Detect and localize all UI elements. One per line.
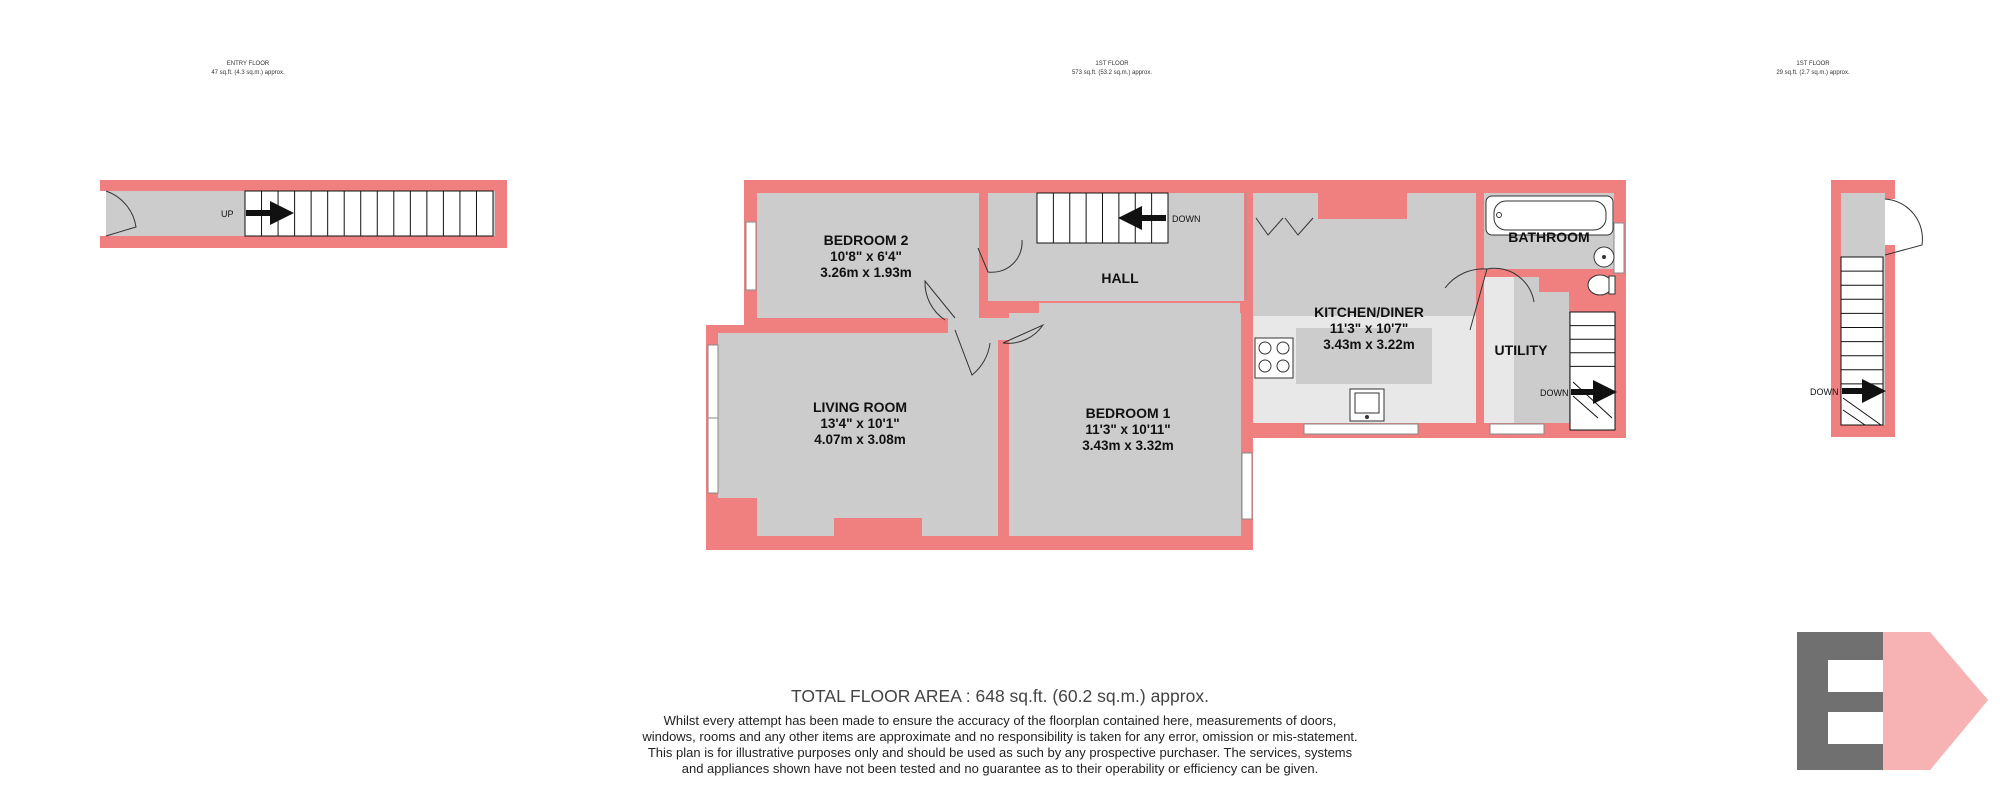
- kitchen-name: KITCHEN/DINER: [1314, 304, 1424, 320]
- living-chimney: [834, 518, 922, 536]
- first-floor-small-plan: [1810, 180, 1922, 437]
- living-bay-window: [708, 345, 718, 493]
- kitchen-imperial: 11'3" x 10'7": [1329, 321, 1409, 336]
- entry-stair-label: UP: [221, 209, 234, 219]
- living-room-name: LIVING ROOM: [812, 399, 908, 415]
- hall-stair-label: DOWN: [1172, 214, 1201, 224]
- small-stairs: [1841, 257, 1883, 425]
- hob-icon: [1255, 338, 1293, 378]
- first-floor-small-area: 29 sq.ft. (2.7 sq.m.) approx.: [1776, 70, 1850, 76]
- living-room-imperial: 13'4" x 10'1": [820, 416, 900, 431]
- bedroom1-window: [1242, 453, 1252, 519]
- kitchen-metric: 3.43m x 3.22m: [1323, 337, 1415, 352]
- disclaimer-text: Whilst every attempt has been made to ensure the accuracy of the floorplan contained here, measurements of doors, windows, rooms and any other items are approximate and no responsibility is taken for any error, omission or mis-statement. This plan is for illustrative purposes only and should be used as such by any prospective purchaser. The services, systems and appliances shown have not been tested and no guarantee as to their operability or efficiency can be given.: [642, 713, 1358, 776]
- utility-window: [1490, 424, 1544, 434]
- total-floor-area: TOTAL FLOOR AREA : 648 sq.ft. (60.2 sq.m.) approx.: [791, 686, 1209, 706]
- room-label-living: [813, 399, 907, 447]
- first-floor-name: 1ST FLOOR: [1095, 61, 1129, 67]
- agent-logo-icon: [1797, 632, 1988, 770]
- entry-floor-plan: [100, 180, 507, 248]
- entry-door-gap: [100, 191, 106, 236]
- bedroom2-name: BEDROOM 2: [823, 232, 909, 248]
- hall-name: HALL: [1101, 270, 1139, 286]
- entry-floor-caption: [211, 61, 285, 76]
- kitchen-sink-icon: [1350, 389, 1384, 421]
- footer: [640, 686, 1360, 777]
- entry-floor-name: ENTRY FLOOR: [226, 61, 270, 67]
- utility-name: UTILITY: [1494, 342, 1548, 358]
- entry-floor-area: 47 sq.ft. (4.3 sq.m.) approx.: [211, 70, 285, 76]
- bathroom-window: [1614, 223, 1624, 273]
- room-label-bedroom2: [820, 232, 912, 280]
- living-room-metric: 4.07m x 3.08m: [814, 432, 906, 447]
- bedroom2-metric: 3.26m x 1.93m: [820, 265, 912, 280]
- bedroom2-window: [746, 222, 756, 290]
- kitchen-window: [1304, 424, 1418, 434]
- small-stair-label: DOWN: [1810, 387, 1839, 397]
- first-floor-area: 573 sq.ft. (53.2 sq.m.) approx.: [1071, 70, 1153, 76]
- utility-stair-label: DOWN: [1540, 388, 1569, 398]
- bedroom1-metric: 3.43m x 3.32m: [1082, 438, 1174, 453]
- bathroom-name: BATHROOM: [1508, 229, 1590, 245]
- first-floor-small-name: 1ST FLOOR: [1796, 61, 1830, 67]
- toilet-icon: [1588, 275, 1615, 295]
- kitchen-chimney: [1318, 193, 1407, 219]
- room-label-kitchen: [1314, 304, 1424, 352]
- entry-stairs: [245, 191, 493, 236]
- sink-icon: [1594, 247, 1614, 267]
- room-label-bedroom1: [1082, 405, 1174, 453]
- first-floor-small-caption: [1776, 61, 1850, 76]
- bedroom1-name: BEDROOM 1: [1085, 405, 1171, 421]
- bedroom2-imperial: 10'8" x 6'4": [830, 249, 902, 264]
- bedroom1-imperial: 11'3" x 10'11": [1085, 422, 1171, 437]
- first-floor-caption: [1072, 61, 1152, 76]
- utility-stairs: [1570, 312, 1615, 430]
